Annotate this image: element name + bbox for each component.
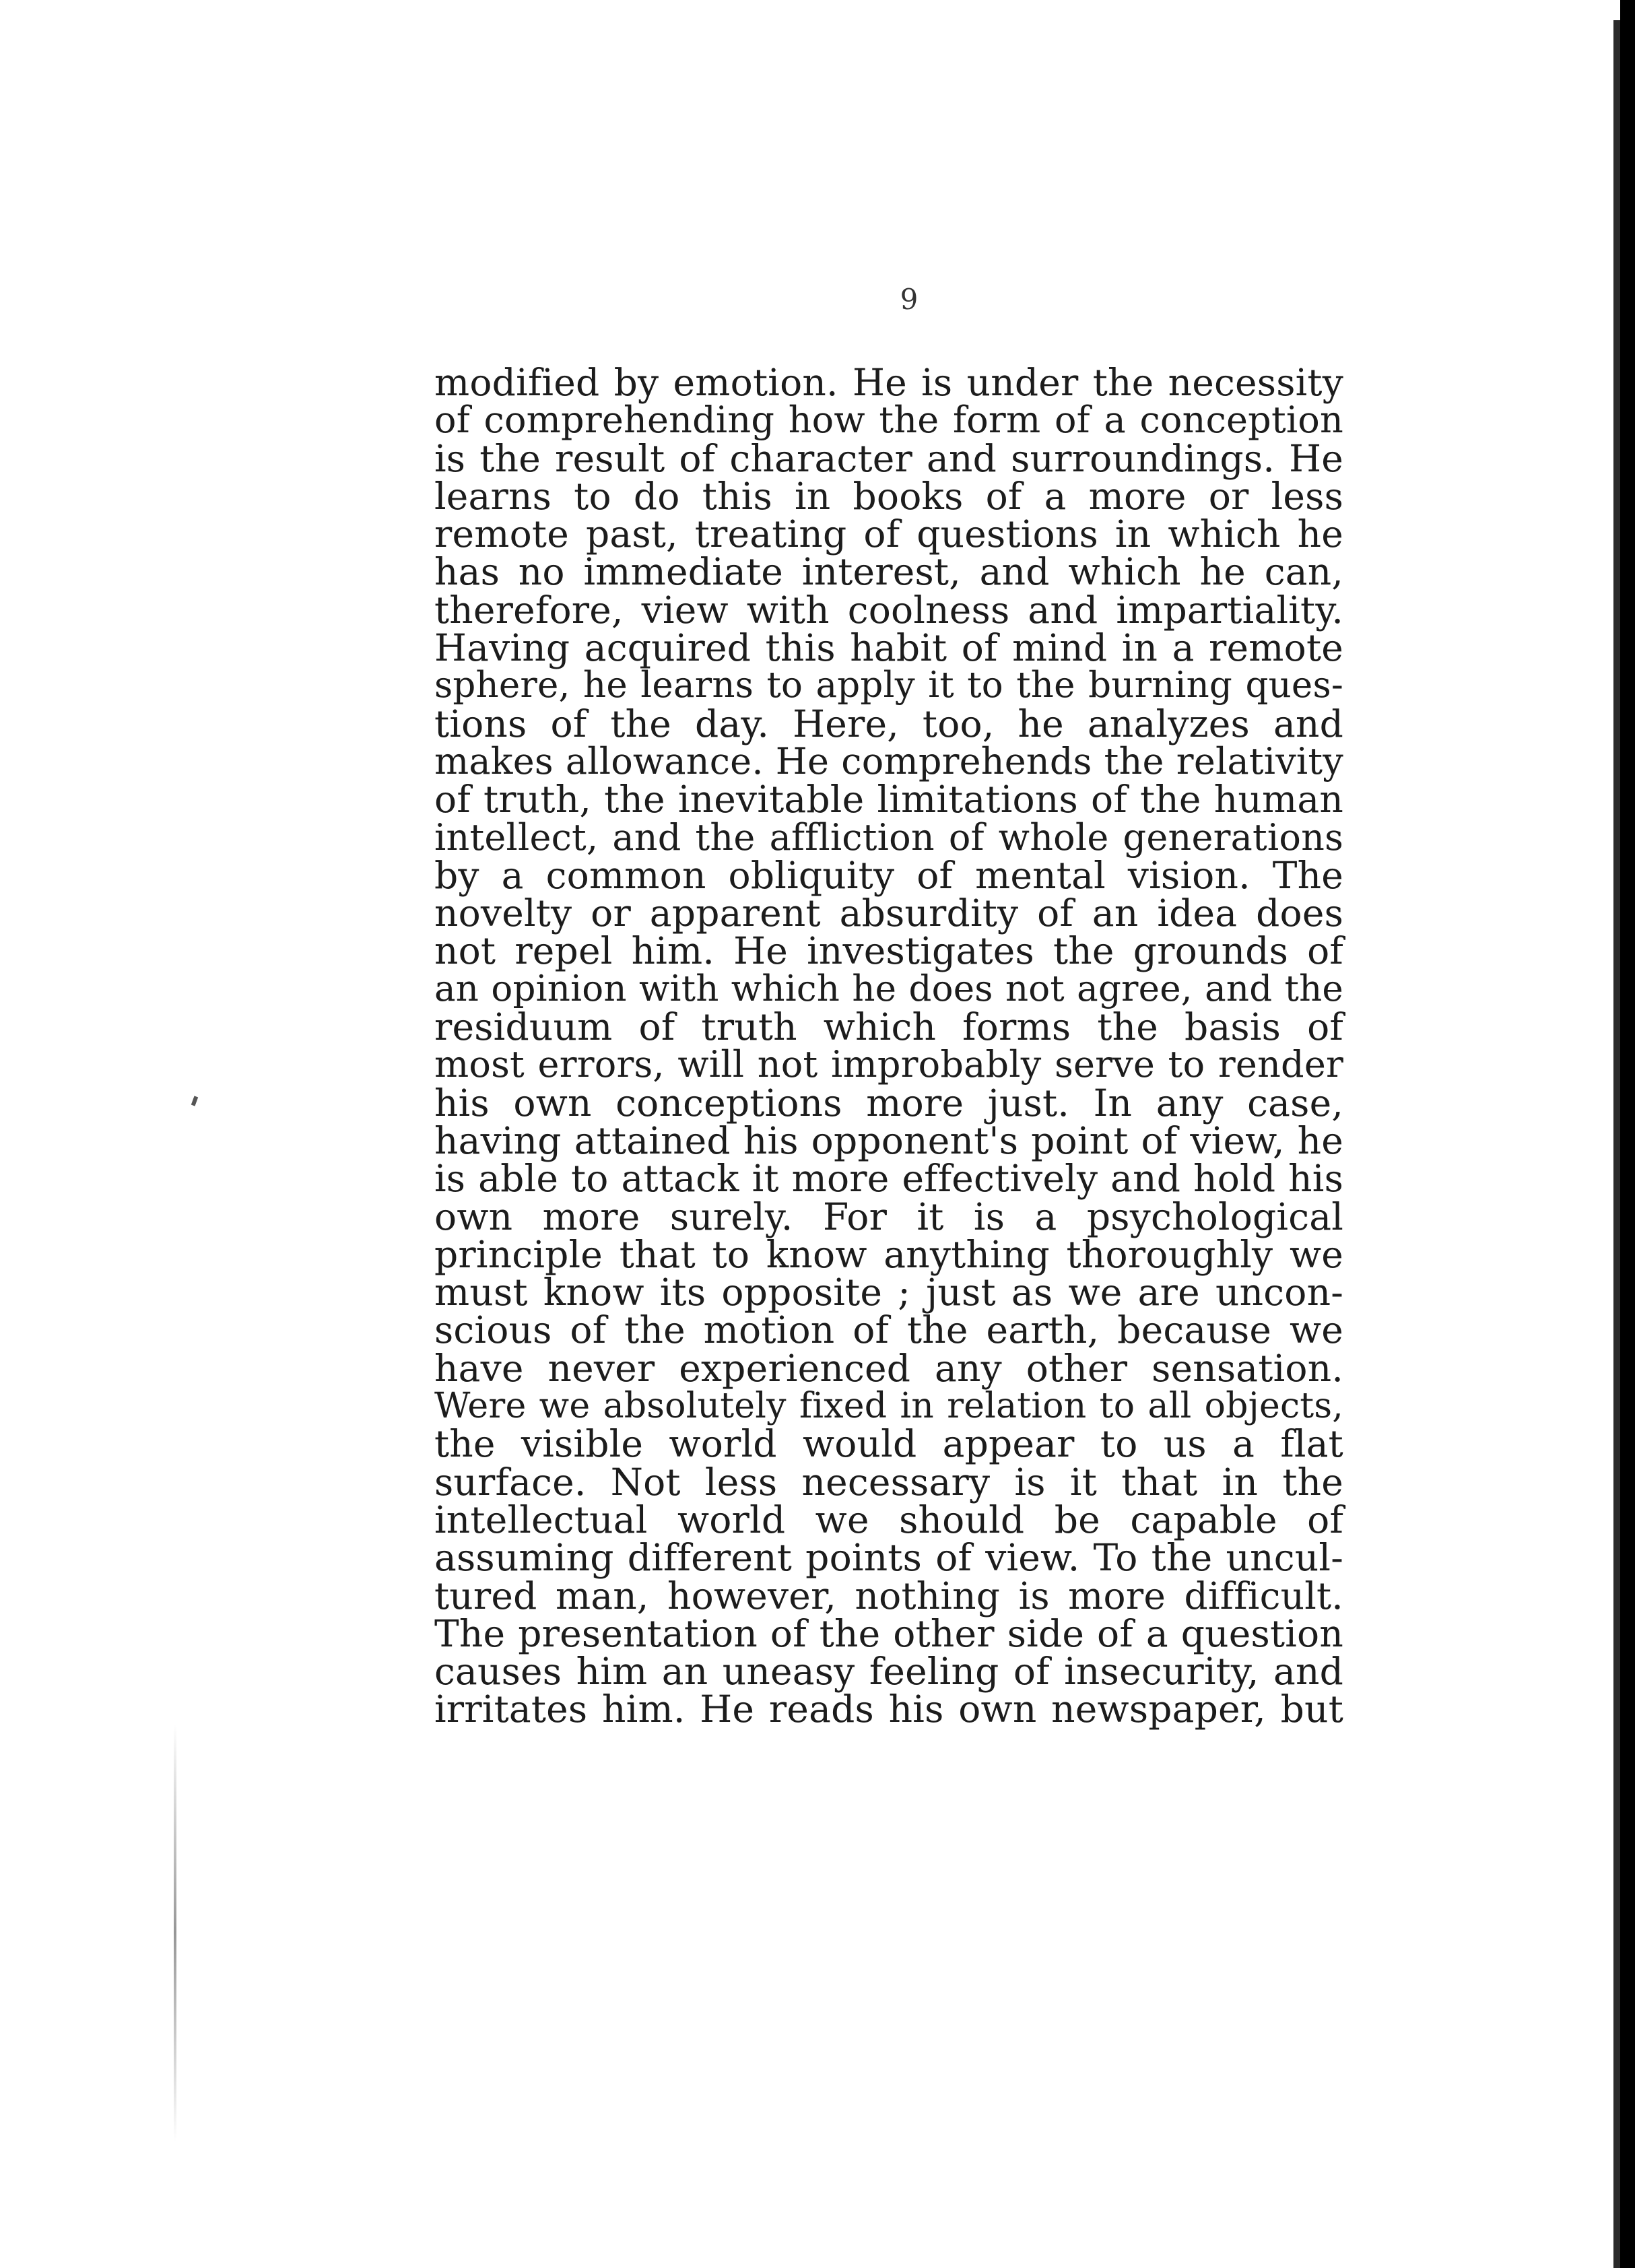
text-line: intellectual world we should be capable of	[434, 1498, 1343, 1541]
text-line: surface. Not less necessary is it that in the	[434, 1460, 1343, 1504]
text-line: irritates him. He reads his own newspaper, but	[434, 1688, 1343, 1731]
text-line: has no immediate interest, and which he can,	[434, 550, 1343, 594]
text-line: of truth, the inevitable limitations of the human	[434, 778, 1343, 822]
text-line: of comprehending how the form of a conception	[434, 399, 1343, 442]
text-line: an opinion with which he does not agree, and the	[434, 968, 1343, 1009]
text-line: Were we absolutely fixed in relation to all objects,	[434, 1386, 1343, 1427]
text-line: tured man, however, nothing is more difficult.	[434, 1574, 1343, 1617]
text-line: is able to attack it more effectively and hold his	[434, 1157, 1343, 1201]
text-line: by a common obliquity of mental vision. The	[434, 853, 1343, 897]
text-line: principle that to know anything thoroughly we	[434, 1232, 1343, 1276]
scan-border	[1620, 0, 1635, 2268]
text-line: makes allowance. He comprehends the relativity	[434, 739, 1343, 782]
text-line: causes him an uneasy feeling of insecurity, and	[434, 1650, 1343, 1694]
text-line: assuming different points of view. To the uncul-	[434, 1536, 1343, 1580]
text-line: his own conceptions more just. In any case,	[434, 1081, 1343, 1125]
text-line: own more surely. For it is a psychological	[434, 1195, 1343, 1238]
text-line: Having acquired this habit of mind in a remote	[434, 626, 1343, 670]
text-line: having attained his opponent's point of view, he	[434, 1119, 1343, 1162]
text-line: residuum of truth which forms the basis of	[434, 1005, 1343, 1049]
margin-mark	[191, 1096, 198, 1106]
text-line: learns to do this in books of a more or less	[434, 474, 1343, 518]
text-line: remote past, treating of questions in which he	[434, 512, 1343, 556]
text-line: therefore, view with coolness and impartiality.	[434, 588, 1343, 632]
text-line: The presentation of the other side of a question	[434, 1611, 1343, 1655]
text-line: intellect, and the affliction of whole generations	[434, 815, 1343, 859]
text-line: is the result of character and surroundings. He	[434, 436, 1343, 480]
text-line: scious of the motion of the earth, because we	[434, 1308, 1343, 1352]
page-edge-strip	[1613, 20, 1620, 2268]
text-line: must know its opposite ; just as we are uncon-	[434, 1271, 1343, 1314]
body-text	[434, 361, 1343, 1731]
text-line: tions of the day. Here, too, he analyzes and	[434, 702, 1343, 745]
text-line: most errors, will not improbably serve to render	[434, 1043, 1343, 1086]
text-line: have never experienced any other sensation.	[434, 1346, 1343, 1390]
gutter-shadow	[174, 1724, 176, 2141]
text-line: novelty or apparent absurdity of an idea does	[434, 892, 1343, 935]
text-line: sphere, he learns to apply it to the burning ques-	[434, 665, 1343, 706]
text-line: modified by emotion. He is under the necessity	[434, 361, 1343, 404]
text-line: not repel him. He investigates the grounds of	[434, 929, 1343, 973]
text-line: the visible world would appear to us a flat	[434, 1422, 1343, 1466]
page-number: 9	[900, 283, 919, 316]
